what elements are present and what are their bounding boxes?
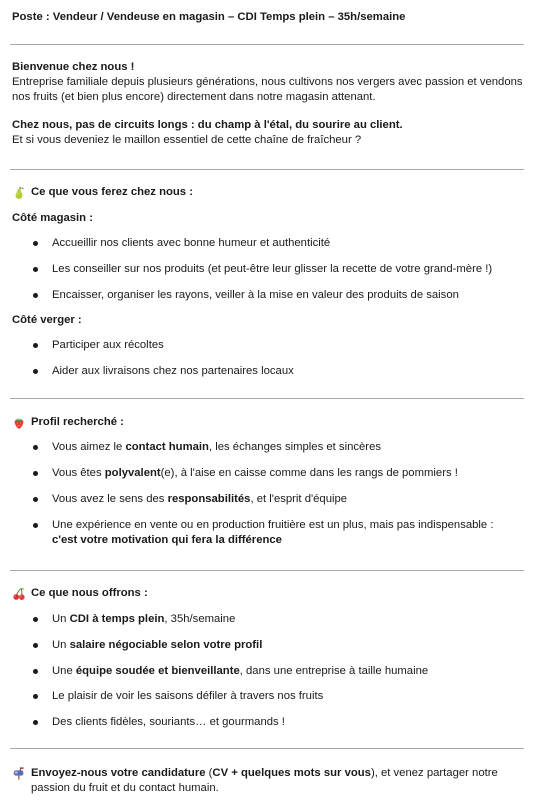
divider: [10, 398, 524, 399]
shop-label: Côté magasin :: [12, 212, 93, 224]
list-item: Le plaisir de voir les saisons défiler à travers nos fruits: [52, 690, 324, 702]
list-item: Un salaire négociable selon votre profil: [52, 639, 263, 651]
list-item: Accueillir nos clients avec bonne humeur et authenticité: [52, 237, 331, 249]
list-item: Des clients fidèles, souriants… et gourmands !: [52, 716, 285, 728]
list-item: Une expérience en vente ou en production fruitière est un plus, mais pas indispensable : c'est votre motivation qui fera la différence: [52, 519, 494, 546]
list-item: Vous êtes polyvalent(e), à l'aise en caisse comme dans les rangs de pommiers !: [52, 467, 458, 479]
bullet: [33, 643, 38, 648]
bullet: [33, 497, 38, 502]
tasks-heading: [12, 185, 530, 200]
bullet: [33, 471, 38, 476]
bullet: [33, 369, 38, 374]
divider: [10, 44, 524, 45]
list-item: Participer aux récoltes: [52, 339, 164, 351]
bullet: [33, 720, 38, 725]
list-item: Aider aux livraisons chez nos partenaires locaux: [52, 365, 294, 377]
divider: [10, 169, 524, 170]
apply-paragraph: Envoyez-nous votre candidature (CV + quelques mots sur vous), et venez partager notre passion du fruit et du contact humain.: [12, 766, 530, 796]
bullet: [33, 343, 38, 348]
welcome-heading: Bienvenue chez nous !: [12, 61, 135, 73]
list-item: Encaisser, organiser les rayons, veiller à la mise en valeur des produits de saison: [52, 289, 459, 301]
pear-icon: [12, 186, 26, 200]
bullet: [33, 669, 38, 674]
list-item: Un CDI à temps plein, 35h/semaine: [52, 613, 236, 625]
bullet: [33, 267, 38, 272]
tasks-heading-text: Ce que vous ferez chez nous :: [31, 186, 193, 198]
bullet: [33, 445, 38, 450]
divider: [10, 748, 524, 749]
offer-heading-text: Ce que nous offrons :: [31, 587, 148, 599]
profile-heading: [12, 415, 530, 430]
bullet: [33, 694, 38, 699]
list-item: Une équipe soudée et bienveillante, dans une entreprise à taille humaine: [52, 665, 429, 677]
bullet: [33, 241, 38, 246]
bullet: [33, 523, 38, 528]
intro-paragraph: Entreprise familiale depuis plusieurs générations, nous cultivons nos vergers avec passion et vendons nos fruits (et bien plus encore) directement dans notre magasin attenant.: [12, 76, 523, 103]
list-item: Vous avez le sens des responsabilités, et l'esprit d'équipe: [52, 493, 348, 505]
job-title: Poste : Vendeur / Vendeuse en magasin – CDI Temps plein – 35h/semaine: [12, 11, 406, 23]
orchard-label: Côté verger :: [12, 314, 82, 326]
tagline: Chez nous, pas de circuits longs : du champ à l'étal, du sourire au client.: [12, 119, 403, 131]
list-item: Les conseiller sur nos produits (et peut-être leur glisser la recette de votre grand-mère !): [52, 263, 493, 275]
mailbox-icon: [12, 766, 26, 780]
cherries-icon: [12, 587, 26, 601]
profile-heading-text: Profil recherché :: [31, 416, 124, 428]
question-line: Et si vous deveniez le maillon essentiel de cette chaîne de fraîcheur ?: [12, 134, 362, 146]
offer-heading: [12, 586, 530, 601]
strawberry-icon: [12, 416, 26, 430]
list-item: Vous aimez le contact humain, les échanges simples et sincères: [52, 441, 381, 453]
bullet: [33, 293, 38, 298]
bullet: [33, 617, 38, 622]
divider: [10, 570, 524, 571]
